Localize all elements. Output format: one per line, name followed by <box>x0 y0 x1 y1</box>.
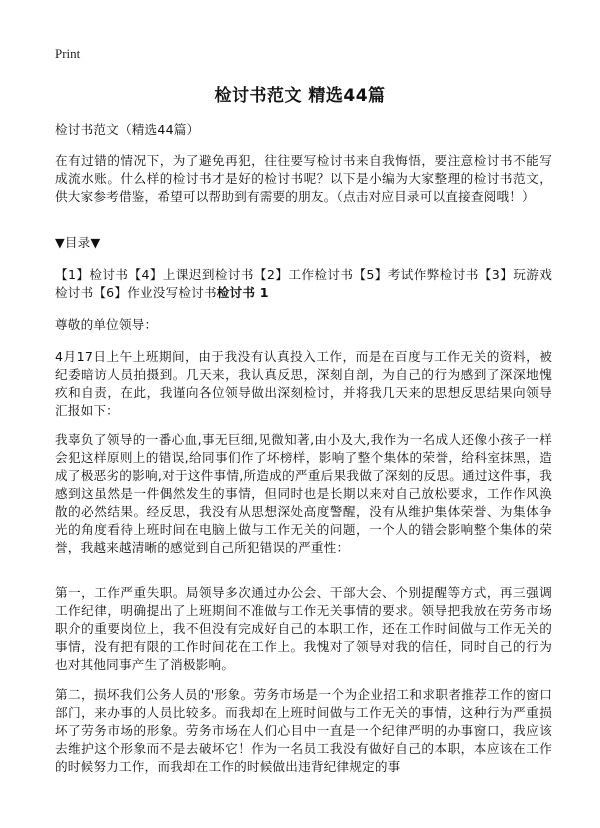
body-paragraph: 第一，工作严重失职。局领导多次通过办公会、干部大会、个别提醒等方式，再三强调工作纪律，明确提出了上班期间不准做与工作无关事情的要求。领导把我放在劳务市场职介的重要岗位上，我不但没有完成好自己的本职工作，还在工作时间做与工作无关的事情，没有把有限的工作时间花在工作上。我愧对了领导对我的信任，同时自己的行为也对其他同事产生了消极影响。 <box>55 585 552 672</box>
toc-link-3[interactable]: 【3】玩游戏检讨书 <box>55 267 553 300</box>
body-paragraph: 我辜负了领导的一番心血,事无巨细,见微知著,由小及大,我作为一名成人还像小孩子一样会犯这样原则上的错误,给同事们作了坏榜样，影响了整个集体的荣誉，给科室抹黑，造成了极恶劣的影响,对于这件事情,所造成的严重后果我做了深刻的反思。通过这件事，我感到这虽然是一件偶然发生的事情，但同时也是长期以来对自己放松要求，工作作风涣散的必然结果。经反思，我没有从思想深处高度警醒，没有从维护集体荣誉、为集体争光的角度看待上班时间在电脑上做与工作无关的问题，一个人的错会影响整个集体的荣誉，我越来越清晰的感觉到自己所犯错误的严重性： <box>55 432 552 555</box>
toc-link-1[interactable]: 【1】检讨书 <box>55 267 129 282</box>
intro-paragraph: 在有过错的情况下，为了避免再犯，往往要写检讨书来自我悔悟，要注意检讨书不能写成流水账。什么样的检讨书才是好的检讨书呢？以下是小编为大家整理的检讨书范文，供大家参考借鉴，希望可以帮助到有需要的朋友。（点击对应目录可以直接查阅哦！） <box>55 153 552 204</box>
toc-link-5[interactable]: 【5】考试作弊检讨书 <box>353 267 479 282</box>
salutation: 尊敬的单位领导： <box>55 317 158 332</box>
toc-heading: ▼目录▼ <box>55 235 101 250</box>
toc-link-2[interactable]: 【2】工作检讨书 <box>253 267 354 282</box>
document-title: 检讨书范文 精选44篇 <box>214 86 386 106</box>
table-of-contents <box>55 266 552 302</box>
section-heading-1: 检讨书 1 <box>216 285 269 300</box>
body-paragraph: 4月17日上午上班期间，由于我没有认真投入工作，而是在百度与工作无关的资料，被纪委暗访人员拍摄到。几天来，我认真反思，深刻自剖，为自己的行为感到了深深地愧疚和自责，在此，我谨向各位领导做出深刻检讨，并将我几天来的思想反思结果向领导汇报如下： <box>55 349 552 418</box>
print-link[interactable]: Print <box>55 46 81 61</box>
toc-link-4[interactable]: 【4】上课迟到检讨书 <box>128 267 254 282</box>
toc-link-6[interactable]: 【6】作业没写检讨书 <box>93 285 217 300</box>
body-paragraph: 第二，损坏我们公务人员的'形象。劳务市场是一个为企业招工和求职者推荐工作的窗口部门，来办事的人员比较多。而我却在上班时间做与工作无关的事情，这种行为严重损坏了劳务市场的形象。劳务市场在人们心目中一直是一个纪律严明的办事窗口，我应该去维护这个形象而不是去破坏它！作为一名员工我没有做好自己的本职，本应该在工作的时候努力工作，而我却在工作的时候做出违背纪律规定的事 <box>55 687 552 774</box>
document-subtitle: 检讨书范文（精选44篇） <box>55 122 200 137</box>
